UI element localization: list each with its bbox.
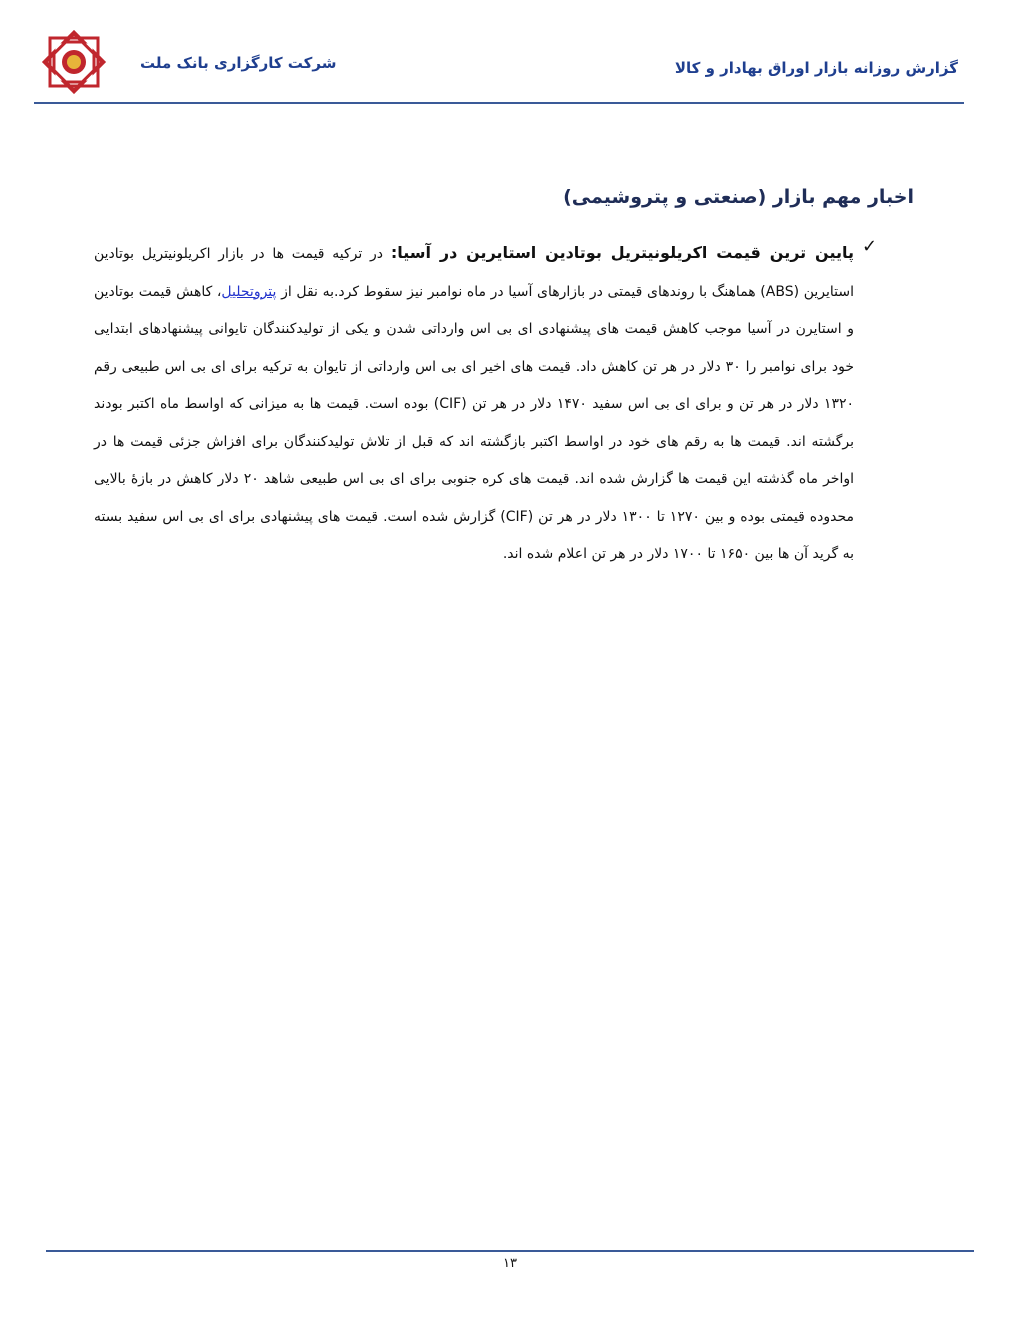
section-title: اخبار مهم بازار (صنعتی و پتروشیمی) — [563, 186, 914, 208]
page-number: ۱۳ — [503, 1256, 517, 1271]
news-headline: پایین ترین قیمت اکریلونیتریل بوتادین استایرین در آسیا: — [390, 243, 855, 262]
checkmark-icon: ✓ — [862, 236, 878, 257]
report-title: گزارش روزانه بازار اوراق بهادار و کالا — [674, 59, 958, 77]
company-name: شرکت کارگزاری بانک ملت — [140, 54, 337, 72]
page-header — [0, 0, 1020, 110]
bank-mellat-logo-icon — [40, 28, 108, 96]
footer-divider — [46, 1250, 974, 1252]
source-link[interactable]: پتروتحلیل — [221, 283, 277, 300]
news-item — [94, 234, 854, 574]
news-body-part-2: ، کاهش قیمت بوتادین و استایرن در آسیا موجب کاهش قیمت های پیشنهادی ای بی اس وارداتی شدن و یکی از تولیدکنندگان تایوانی پیشنهادهای ابتدایی خود برای نوامبر را ۳۰ دلار در هر تن کاهش داد. قیمت های اخیر ای بی اس وارداتی از تایوان به ترکیه برای ای بی اس طبیعی رقم ۱۳۲۰ دلار در هر تن و برای ای بی اس سفید ۱۴۷۰ دلار در هر تن (CIF) بوده است. قیمت ها به میزانی که اواسط ماه اکتبر بودند برگشته اند. قیمت ها به رقم های خود در اواسط اکتبر بازگشته اند که قبل از تلاش تولیدکنندگان برای افزاش جزئی قیمت ها در اواخر ماه گذشته این قیمت ها گزارش شده اند. قیمت های کره جنوبی برای ای بی اس طبیعی شاهد ۲۰ دلار کاهش در بازۀ بالایی محدوده قیمتی بوده و بین ۱۲۷۰ تا ۱۳۰۰ دلار در هر تن (CIF) گزارش شده است. قیمت های پیشنهادی برای ای بی اس سفید بسته به گرید آن ها بین ۱۶۵۰ تا ۱۷۰۰ دلار در هر تن اعلام شده اند. — [94, 283, 855, 562]
header-divider — [34, 102, 964, 104]
news-body-part-1: در ترکیه قیمت ها در بازار اکریلونیتریل بوتادین استایرین (ABS) هماهنگ با روندهای قیمتی در بازارهای آسیا در ماه نوامبر نیز سقوط کرد.به نقل از — [94, 246, 854, 300]
